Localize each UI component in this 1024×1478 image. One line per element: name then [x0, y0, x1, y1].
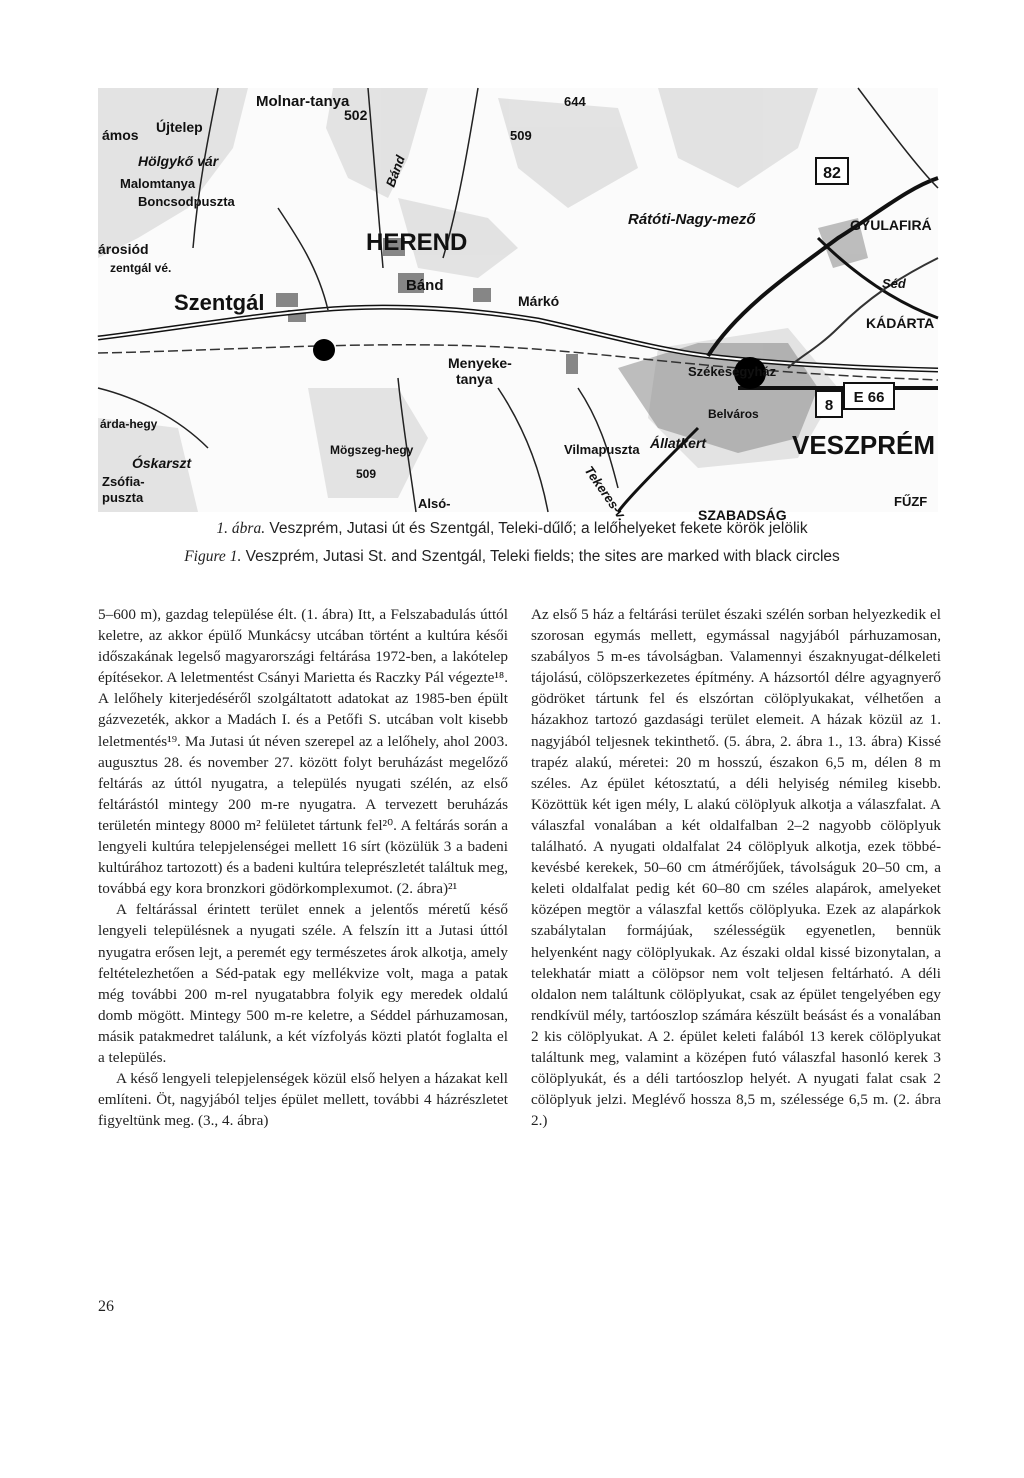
figure-caption-hungarian	[0, 520, 1024, 538]
map-label: E 66	[853, 389, 885, 406]
map-label: Alsó-	[418, 496, 451, 511]
map-label: árda-hegy	[100, 417, 158, 431]
page-number: 26	[98, 1298, 114, 1315]
caption-text: Veszprém, Jutasi St. and Szentgál, Teleki fields; the sites are marked with black circles	[245, 548, 840, 565]
map-label: 502	[344, 107, 368, 123]
location-map	[98, 88, 938, 524]
paragraph: A késő lengyeli telepjelenségek közül első helyen a házakat kell említeni. Öt, nagyjából teljes épület mellett, további 4 házrészletet figyeltünk meg. (3., 4. ábra)	[98, 1070, 508, 1130]
left-column	[98, 604, 508, 1131]
paragraph: A feltárással érintett terület ennek a jelentős méretű késő lengyeli településnek a nyugati széle. A felszín itt a Jutasi úttól nyugatra erősen lejt, a peremét egy természetes árok alkotja, amely feltételezhetően a Séd-patak egy mellékvize volt, maga a patak még további 200 m-rel nyugatabbra folyik egy meredek oldalú domb mögött. Mintegy 500 m-re keletre, a Séddel párhuzamosan, másik patakmedret találunk, a két vízfolyás közti platót foglalta el a település.	[98, 901, 508, 1066]
site-marker-szentgal	[313, 339, 335, 361]
right-column	[531, 604, 941, 1131]
map-label: Tekeres-v.	[581, 463, 631, 524]
map-label: 509	[356, 467, 377, 481]
caption-label: 1. ábra.	[216, 520, 266, 537]
map-label: SZABADSÁG	[698, 507, 787, 523]
map-label: ámos	[102, 127, 139, 143]
map-label: Székesegyház	[688, 364, 777, 379]
map-label: puszta	[102, 490, 144, 505]
map-label: Séd	[882, 276, 906, 291]
map-label: zentgál vé.	[110, 261, 172, 275]
map-label: Mögszeg-hegy	[330, 443, 414, 457]
map-label: Bánd	[406, 277, 444, 294]
map-label: árosiód	[98, 241, 149, 257]
map-label: Boncsodpuszta	[138, 194, 235, 209]
map-label: GYULAFIRÁ	[850, 217, 932, 233]
map-label: Márkó	[518, 293, 560, 309]
map-label: Zsófia-	[102, 474, 145, 489]
map-label: tanya	[456, 371, 493, 387]
map-label: Menyeke-	[448, 355, 512, 371]
map-label: Állatkert	[650, 435, 707, 451]
map-label: Hölgykő vár	[138, 153, 219, 169]
map-label: FŰZF	[894, 494, 928, 509]
caption-label: Figure 1.	[184, 548, 242, 565]
map-label: Szentgál	[174, 290, 265, 315]
figure-caption-english	[0, 548, 1024, 566]
map-label: 8	[824, 397, 834, 414]
map-label: Újtelep	[156, 119, 203, 135]
map-label: VESZPRÉM	[792, 430, 936, 460]
road-number-8	[816, 391, 842, 417]
road-number-e66	[844, 383, 894, 409]
map-label: 82	[823, 165, 841, 182]
map-label: Óskarszt	[132, 455, 192, 471]
map-label: Rátóti-Nagy-mező	[628, 211, 756, 228]
paragraph: Az első 5 ház a feltárási terület északi szélén sorban helyezkedik el szorosan egymás mellett, egymással nagyjából párhuzamosan, szabályos 5 m-es távolságban. Valamennyi északnyugat-délkeleti tájolású, cölöpszerkezetes építmény. A házsortól délre agyagnyerő gödröket tártunk fel és elszórtan cölöplyukakat, vélhetően a házakhoz tartozó gazdasági terület elemeit. A házak közül az 1. nagyjából teljesnek tekinthető. (5. ábra, 2. ábra 1., 13. ábra) Kissé trapéz alakú, méretei: 20 m hosszú, északon 6,5 m, délen 8 m széles. Az épület kétosztatú, a déli helyiség némileg kisebb. Közöttük két igen mély, L alakú cölöplyuk alkotja a válaszfalat. A válaszfal vonalában a két oldalfalban 2–2 nagyobb cölöplyuk található. A nyugati oldalfalat 24 cölöplyuk alkotja, ezek többé-kevésbé kerekek, 50–60 cm átmérőjűek, távolságuk 20–50 cm, a keleti oldalfalat pedig két 60–80 cm széles alapárok, amelyeket középen megtör a válaszfal kettős cölöplyuka. Ezek az alapárkok szabálytalan formájúak, szélességük egyenetlen, bennük helyenként nagy cölöplyukak. Az északi oldal kissé bizonytalan, a telekhatár miatt a cölöpsor nem volt teljesen feltárható. A déli oldalon nem találtunk cölöplyukat, csak az épület tengelyében egy rendkívül mély, tartóoszlop számára készült beásást és a vonalában 2 kis cölöplyukat. A 2. épület keleti falából 13 kerek cölöplyukat találtunk meg, valamint a középen futó válaszfal hasonló kerek 3 cölöplyukát, és a déli tartóoszlop helyét. A nyugati falat csak 2 cölöplyuk jelzi. Meglévő hossza 8,5 m, szélessége 6,5 m. (2. ábra 2.)	[531, 606, 941, 1130]
map-label: Molnar-tanya	[256, 93, 350, 110]
caption-text: Veszprém, Jutasi út és Szentgál, Teleki-dűlő; a lelőhelyeket fekete körök jelölik	[269, 520, 808, 537]
map-label: Bánd	[382, 153, 408, 190]
road-number-82	[816, 158, 848, 184]
map-label: KÁDÁRTA	[866, 315, 935, 331]
map-label: 509	[510, 128, 532, 143]
paragraph: 5–600 m), gazdag települése élt. (1. ábra) Itt, a Felszabadulás úttól keletre, az akkor épülő Munkácsy utcában történt a kultúra késői időszakának legelső magyarországi feltárása 1972-ben, a lakótelep építésekor. A leletmentést Csányi Marietta és Raczky Pál végezte¹⁸. A lelőhely kiterjedéséről szolgáltatott adatokat az 1985-ben épült gázvezeték, akkor a Madách I. és a Petőfi S. utcában volt kisebb leletmentés¹⁹. Ma Jutasi út néven szerepel az a lelőhely, ahol 2003. augusztus 28. és november 27. között folyt beruházást megelőző feltárás az úttól nyugatra, a település nyugati szélén, az első feltárástól mintegy 200 m-re nyugatra. A tervezett beruházás területén mintegy 8000 m² felületet tártunk fel²⁰. A feltárás során a lengyeli kultúra telepjelenségei mellett 16 sírt (közülük 3 a badeni kultúrához tartozott) és a badeni kultúra teleprészletét találtuk meg, továbbá egy kora bronzkori gödörkomplexumot. (2. ábra)²¹	[98, 606, 508, 898]
map-graphic	[98, 88, 938, 524]
map-label: 644	[564, 94, 586, 109]
map-label: Vilmapuszta	[564, 442, 640, 457]
map-label: HEREND	[366, 229, 468, 256]
map-label: Malomtanya	[120, 176, 196, 191]
map-label: Belváros	[708, 407, 759, 421]
